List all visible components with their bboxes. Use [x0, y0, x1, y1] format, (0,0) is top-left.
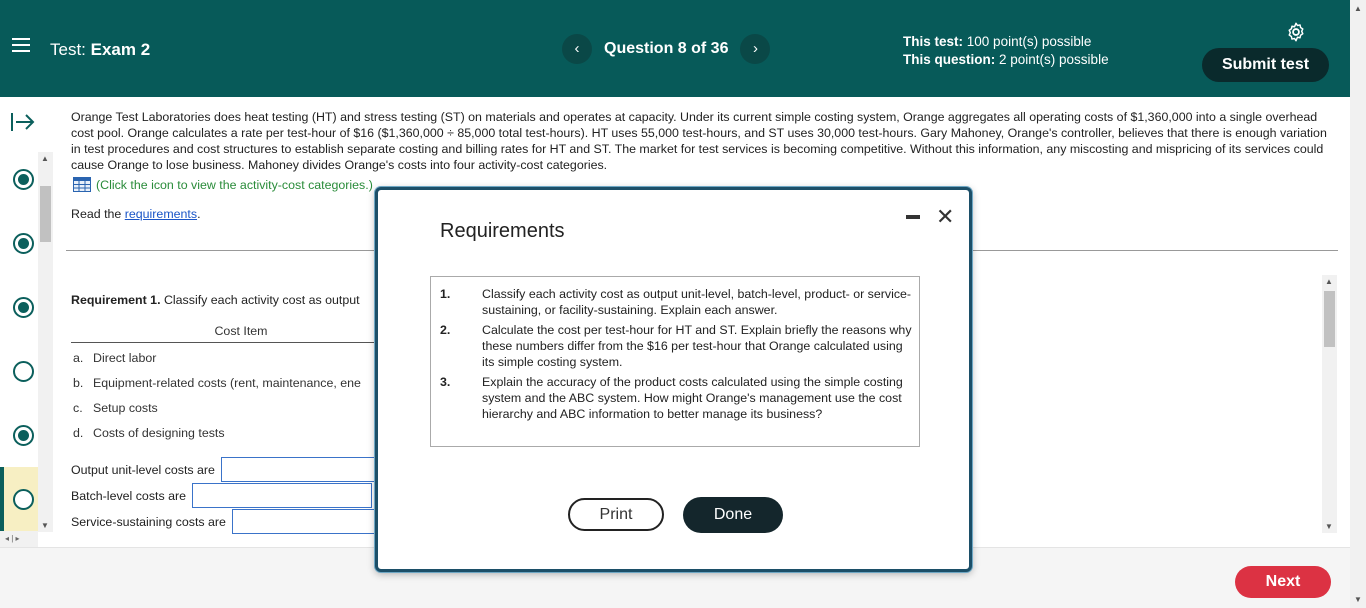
- requirements-dialog: [375, 187, 972, 572]
- this-question-label: This question:: [903, 52, 996, 67]
- cost-item-header: Cost Item: [214, 324, 268, 338]
- question-status-icon[interactable]: [13, 361, 34, 382]
- minimize-icon[interactable]: [906, 215, 920, 219]
- batch-level-input[interactable]: [192, 483, 372, 508]
- output-unit-level-row: Output unit-level costs are: [71, 457, 401, 482]
- requirements-link[interactable]: requirements: [124, 207, 198, 221]
- next-button[interactable]: Next: [1235, 566, 1331, 598]
- activity-cost-link-text[interactable]: (Click the icon to view the activity-cost categories.): [96, 177, 373, 192]
- this-test-value: 100 point(s) possible: [966, 34, 1092, 49]
- content-scrollbar[interactable]: [1322, 275, 1337, 533]
- test-name: Exam 2: [90, 40, 151, 59]
- header-bar: [0, 0, 1350, 97]
- requirement-1-text: Classify each activity cost as output: [163, 293, 360, 307]
- question-status-icon[interactable]: [13, 297, 34, 318]
- activity-cost-link[interactable]: [73, 177, 373, 192]
- cost-item-row: b. Equipment-related costs (rent, maintenance, ene: [73, 376, 361, 390]
- requirement-1-prompt: [71, 293, 360, 307]
- test-title: [50, 40, 150, 60]
- scroll-up-icon[interactable]: ▲: [1354, 4, 1362, 13]
- batch-level-row: Batch-level costs are: [71, 483, 372, 508]
- requirement-1-label: Requirement 1.: [71, 293, 161, 307]
- question-status-icon[interactable]: [13, 233, 34, 254]
- points-info: [903, 33, 1109, 69]
- read-requirements: [71, 207, 201, 221]
- cost-item-row: d. Costs of designing tests: [73, 426, 225, 440]
- expand-arrow-icon[interactable]: [10, 111, 36, 133]
- rail-scroll-thumb[interactable]: [40, 186, 51, 242]
- question-label[interactable]: Question 8 of 36: [604, 40, 729, 57]
- cost-item-row: a. Direct labor: [73, 351, 157, 365]
- cost-header-rule: [71, 342, 401, 343]
- rail-scrollbar[interactable]: [38, 152, 53, 532]
- this-test-label: This test:: [903, 34, 964, 49]
- output-unit-level-input[interactable]: [221, 457, 401, 482]
- table-icon[interactable]: [73, 177, 91, 192]
- gear-icon[interactable]: [1285, 21, 1307, 43]
- next-question-button[interactable]: ›: [740, 34, 770, 64]
- scroll-down-icon[interactable]: ▼: [1354, 595, 1362, 604]
- submit-test-button[interactable]: Submit test: [1202, 48, 1329, 82]
- print-button[interactable]: Print: [568, 498, 664, 531]
- question-status-icon[interactable]: [13, 425, 34, 446]
- question-status-icon[interactable]: [13, 489, 34, 510]
- prev-question-button[interactable]: ‹: [562, 34, 592, 64]
- close-icon[interactable]: ✕: [936, 204, 955, 229]
- question-navigator: [562, 34, 770, 64]
- test-label: Test:: [50, 40, 86, 59]
- question-rail: [0, 97, 56, 547]
- scroll-down-icon[interactable]: ▼: [1325, 522, 1333, 531]
- dialog-title: Requirements: [440, 220, 565, 242]
- read-prefix: Read the: [71, 207, 122, 221]
- cost-item-row: c. Setup costs: [73, 401, 158, 415]
- rail-horizontal-scrollbar[interactable]: ◂ | ▸: [0, 531, 38, 547]
- this-question-value: 2 point(s) possible: [999, 52, 1109, 67]
- scroll-up-icon[interactable]: ▲: [1325, 277, 1333, 286]
- done-button[interactable]: Done: [683, 497, 783, 533]
- read-suffix: .: [197, 207, 201, 221]
- menu-icon[interactable]: [12, 38, 30, 54]
- requirements-list: 1. Classify each activity cost as output unit-level, batch-level, product- or service-sustaining, or facility-sustaining. Explain each answer. 2. Calculate the cost per test-hour for HT and ST. Explain briefly the reasons why these numbers differ from the $16 per test-hour that Orange calculated using its simple costing system. 3. Explain the accuracy of the product costs calculated using the simple costing system and the ABC system. How might Orange's management use the cost hierarchy and ABC information to better manage its business?: [430, 276, 920, 447]
- question-status-icon[interactable]: [13, 169, 34, 190]
- scroll-up-icon[interactable]: ▲: [41, 154, 49, 163]
- content-scroll-thumb[interactable]: [1324, 291, 1335, 347]
- page-scrollbar[interactable]: [1350, 0, 1366, 608]
- problem-text: Orange Test Laboratories does heat testing (HT) and stress testing (ST) on materials and operates at capacity. Under its current simple costing system, Orange aggregates all operating costs of $1,360,000 into a single overhead cost pool. Orange calculates a rate per test-hour of $16 ($1,360,000 ÷ 85,000 total test-hours). HT uses 55,000 test-hours, and ST uses 30,000 test-hours. Gary Mahoney, Orange's controller, believes that there is enough variation in test procedures and cost structures to establish separate costing and billing rates for HT and ST. The market for test services is becoming competitive. Without this information, any miscosting and mispricing of its services could cause Orange to lose business. Mahoney divides Orange's costs into four activity-cost categories.: [71, 110, 1327, 172]
- scroll-down-icon[interactable]: ▼: [41, 521, 49, 530]
- service-sustaining-row: Service-sustaining costs are: [71, 509, 412, 534]
